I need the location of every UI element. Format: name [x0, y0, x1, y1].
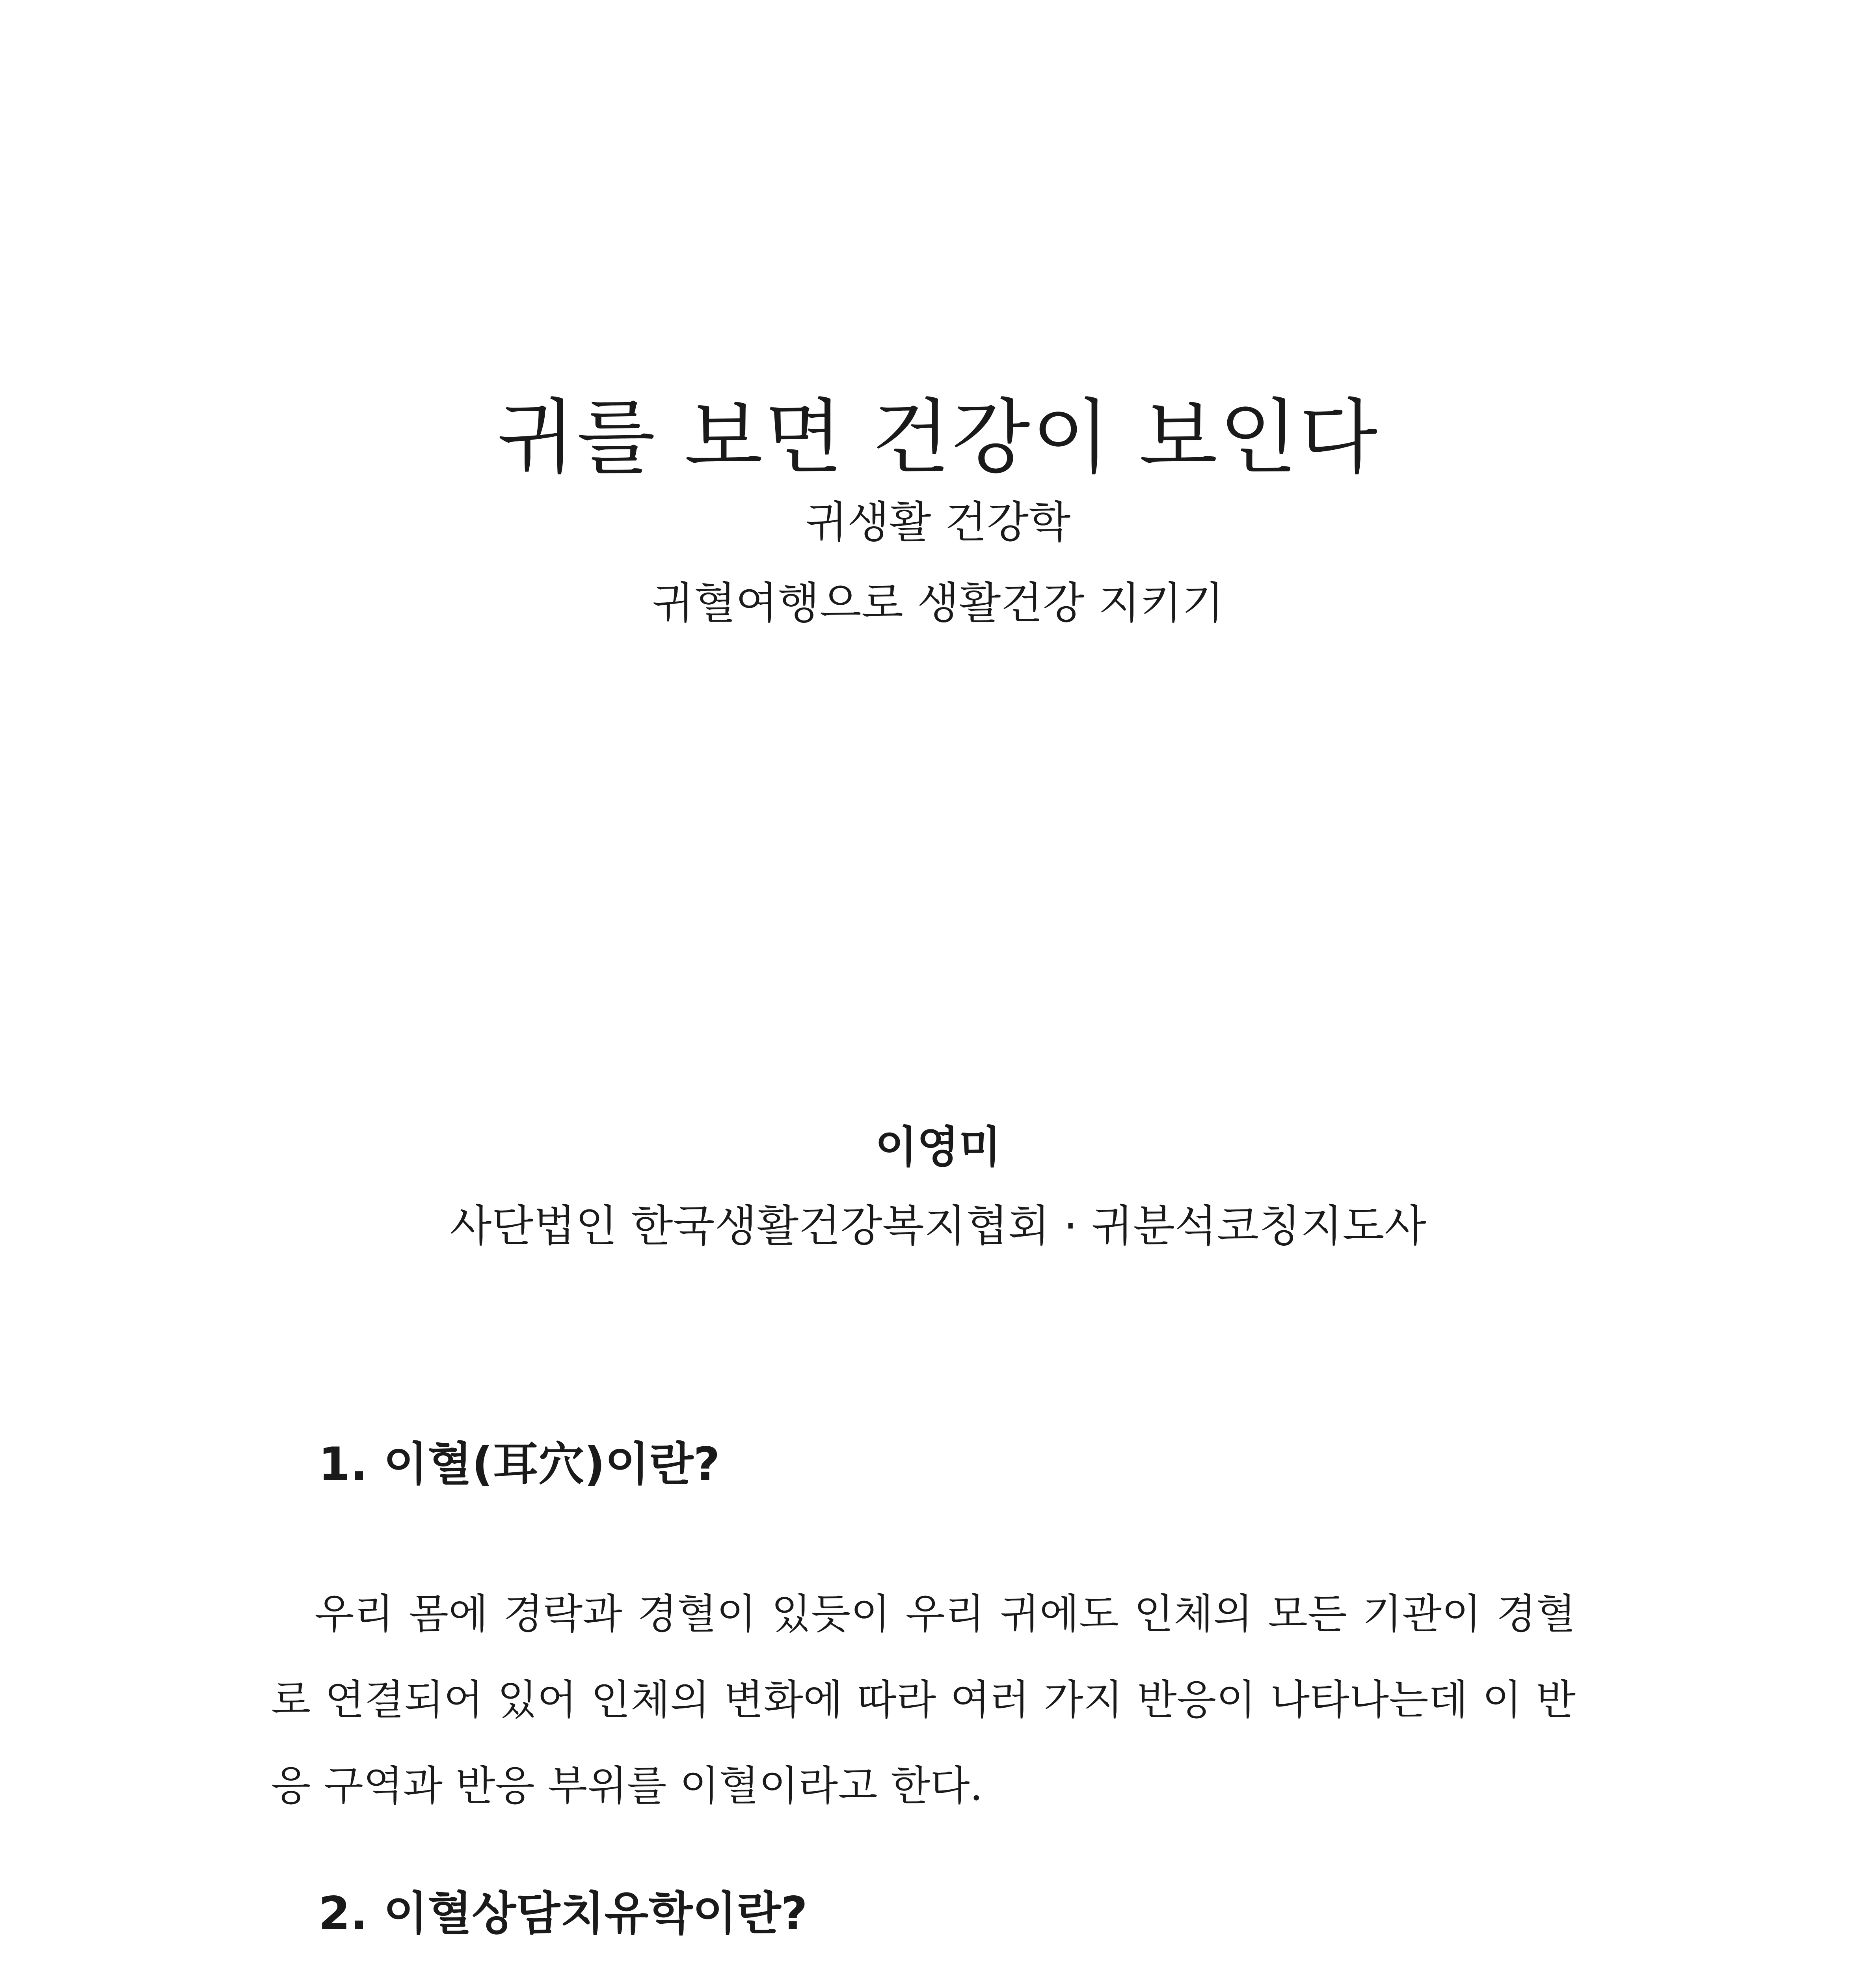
article-subtitle-1: 귀생활 건강학	[805, 497, 1071, 548]
section-body-1: 우리 몸에 경락과 경혈이 있듯이 우리 귀에도 인체의 모든 기관이 경혈로 연결되어 있어 인체의 변화에 따라 여러 가지 반응이 나타나는데 이 반응 구역과 반응 부위를 이혈이라고 한다.	[271, 1590, 1576, 1810]
article-subtitle-2: 귀혈여행으로 생활건강 지키기	[652, 578, 1224, 628]
author-name: 이영미	[875, 1122, 1001, 1172]
section-heading-2: 2. 이혈상담치유학이란?	[318, 1887, 808, 1940]
section-heading-1: 1. 이혈(耳穴)이란?	[318, 1438, 720, 1491]
author-affiliation: 사단법인 한국생활건강복지협회 · 귀분석코칭지도사	[450, 1201, 1426, 1251]
article-title: 귀를 보면 건강이 보인다	[497, 390, 1379, 485]
